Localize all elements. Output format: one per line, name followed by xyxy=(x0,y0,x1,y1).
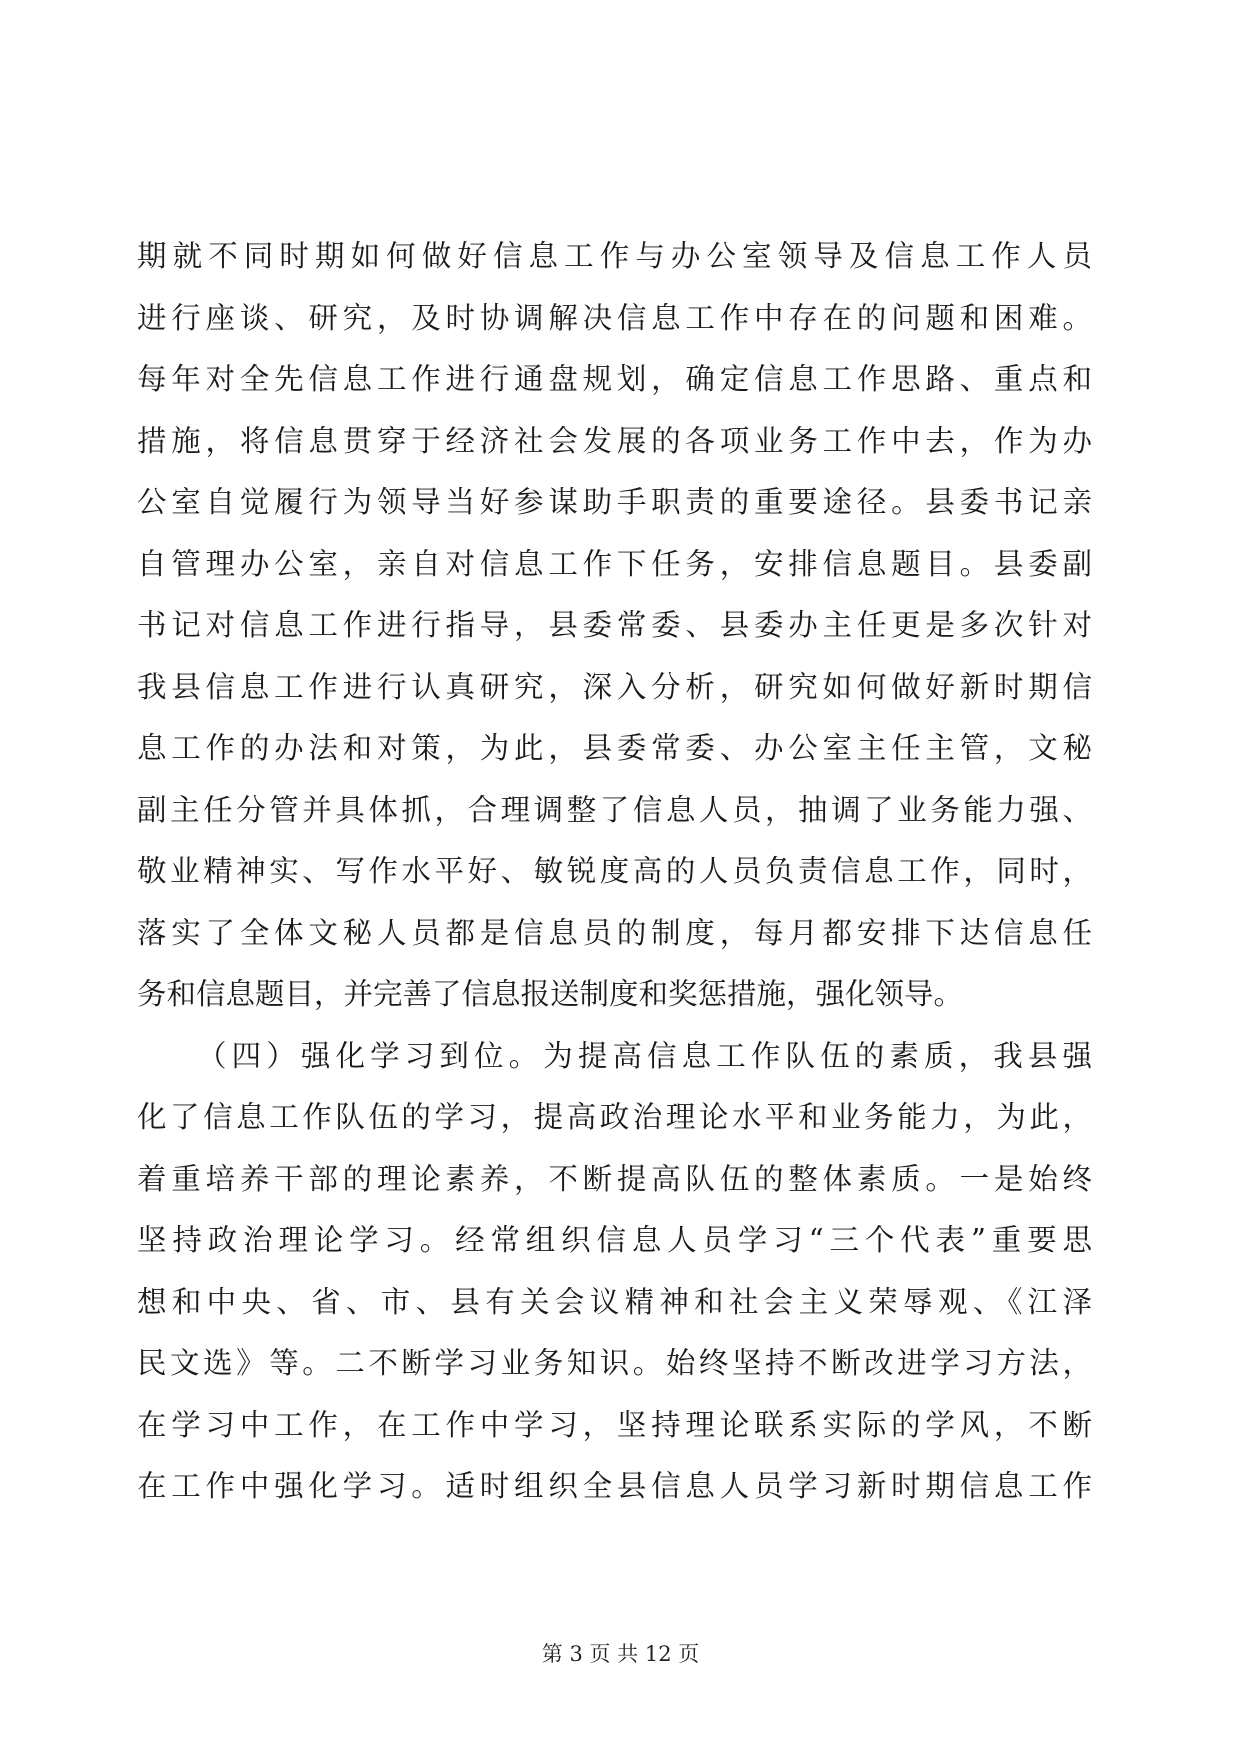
text-line: 我县信息工作进行认真研究，深入分析，研究如何做好新时期信 xyxy=(137,669,1092,704)
text-line: 公室自觉履行为领导当好参谋助手职责的重要途径。县委书记亲 xyxy=(137,485,1092,519)
text-line: 务和信息题目，并完善了信息报送制度和奖惩措施，强化领导。 xyxy=(137,977,964,1011)
text-line: 坚持政治理论学习。经常组织信息人员学习“三个代表”重要思 xyxy=(137,1223,1092,1257)
text-line: 书记对信息工作进行指导，县委常委、县委办主任更是多次针对 xyxy=(137,608,1092,642)
text-line: 进行座谈、研究，及时协调解决信息工作中存在的问题和困难。 xyxy=(137,300,1092,335)
text-line: 息工作的办法和对策，为此，县委常委、办公室主任主管，文秘 xyxy=(137,731,1092,765)
text-line: 着重培养干部的理论素养，不断提高队伍的整体素质。一是始终 xyxy=(137,1161,1092,1196)
text-line: 敬业精神实、写作水平好、敏锐度高的人员负责信息工作，同时， xyxy=(137,854,1092,888)
text-line: 落实了全体文秘人员都是信息员的制度，每月都安排下达信息任 xyxy=(137,915,1092,950)
page-number-footer: 第 3 页 共 12 页 xyxy=(541,1642,700,1666)
text-line: 在工作中强化学习。适时组织全县信息人员学习新时期信息工作 xyxy=(137,1469,1092,1503)
body-text xyxy=(137,226,1092,1518)
text-line: 期就不同时期如何做好信息工作与办公室领导及信息工作人员 xyxy=(137,239,1092,273)
text-line: 副主任分管并具体抓，合理调整了信息人员，抽调了业务能力强、 xyxy=(137,792,1092,827)
text-line: 措施，将信息贯穿于经济社会发展的各项业务工作中去，作为办 xyxy=(137,423,1092,458)
text-line: 民文选》等。二不断学习业务知识。始终坚持不断改进学习方法， xyxy=(137,1346,1092,1380)
text-line: 化了信息工作队伍的学习，提高政治理论水平和业务能力，为此， xyxy=(137,1100,1092,1134)
section-heading-line: （四）强化学习到位。为提高信息工作队伍的素质，我县强 xyxy=(197,1038,1092,1073)
text-line: 每年对全先信息工作进行通盘规划，确定信息工作思路、重点和 xyxy=(137,362,1092,396)
text-line: 自管理办公室，亲自对信息工作下任务，安排信息题目。县委副 xyxy=(137,546,1092,581)
text-line: 在学习中工作，在工作中学习，坚持理论联系实际的学风，不断 xyxy=(137,1407,1092,1442)
text-line: 想和中央、省、市、县有关会议精神和社会主义荣辱观、《江泽 xyxy=(137,1284,1092,1319)
